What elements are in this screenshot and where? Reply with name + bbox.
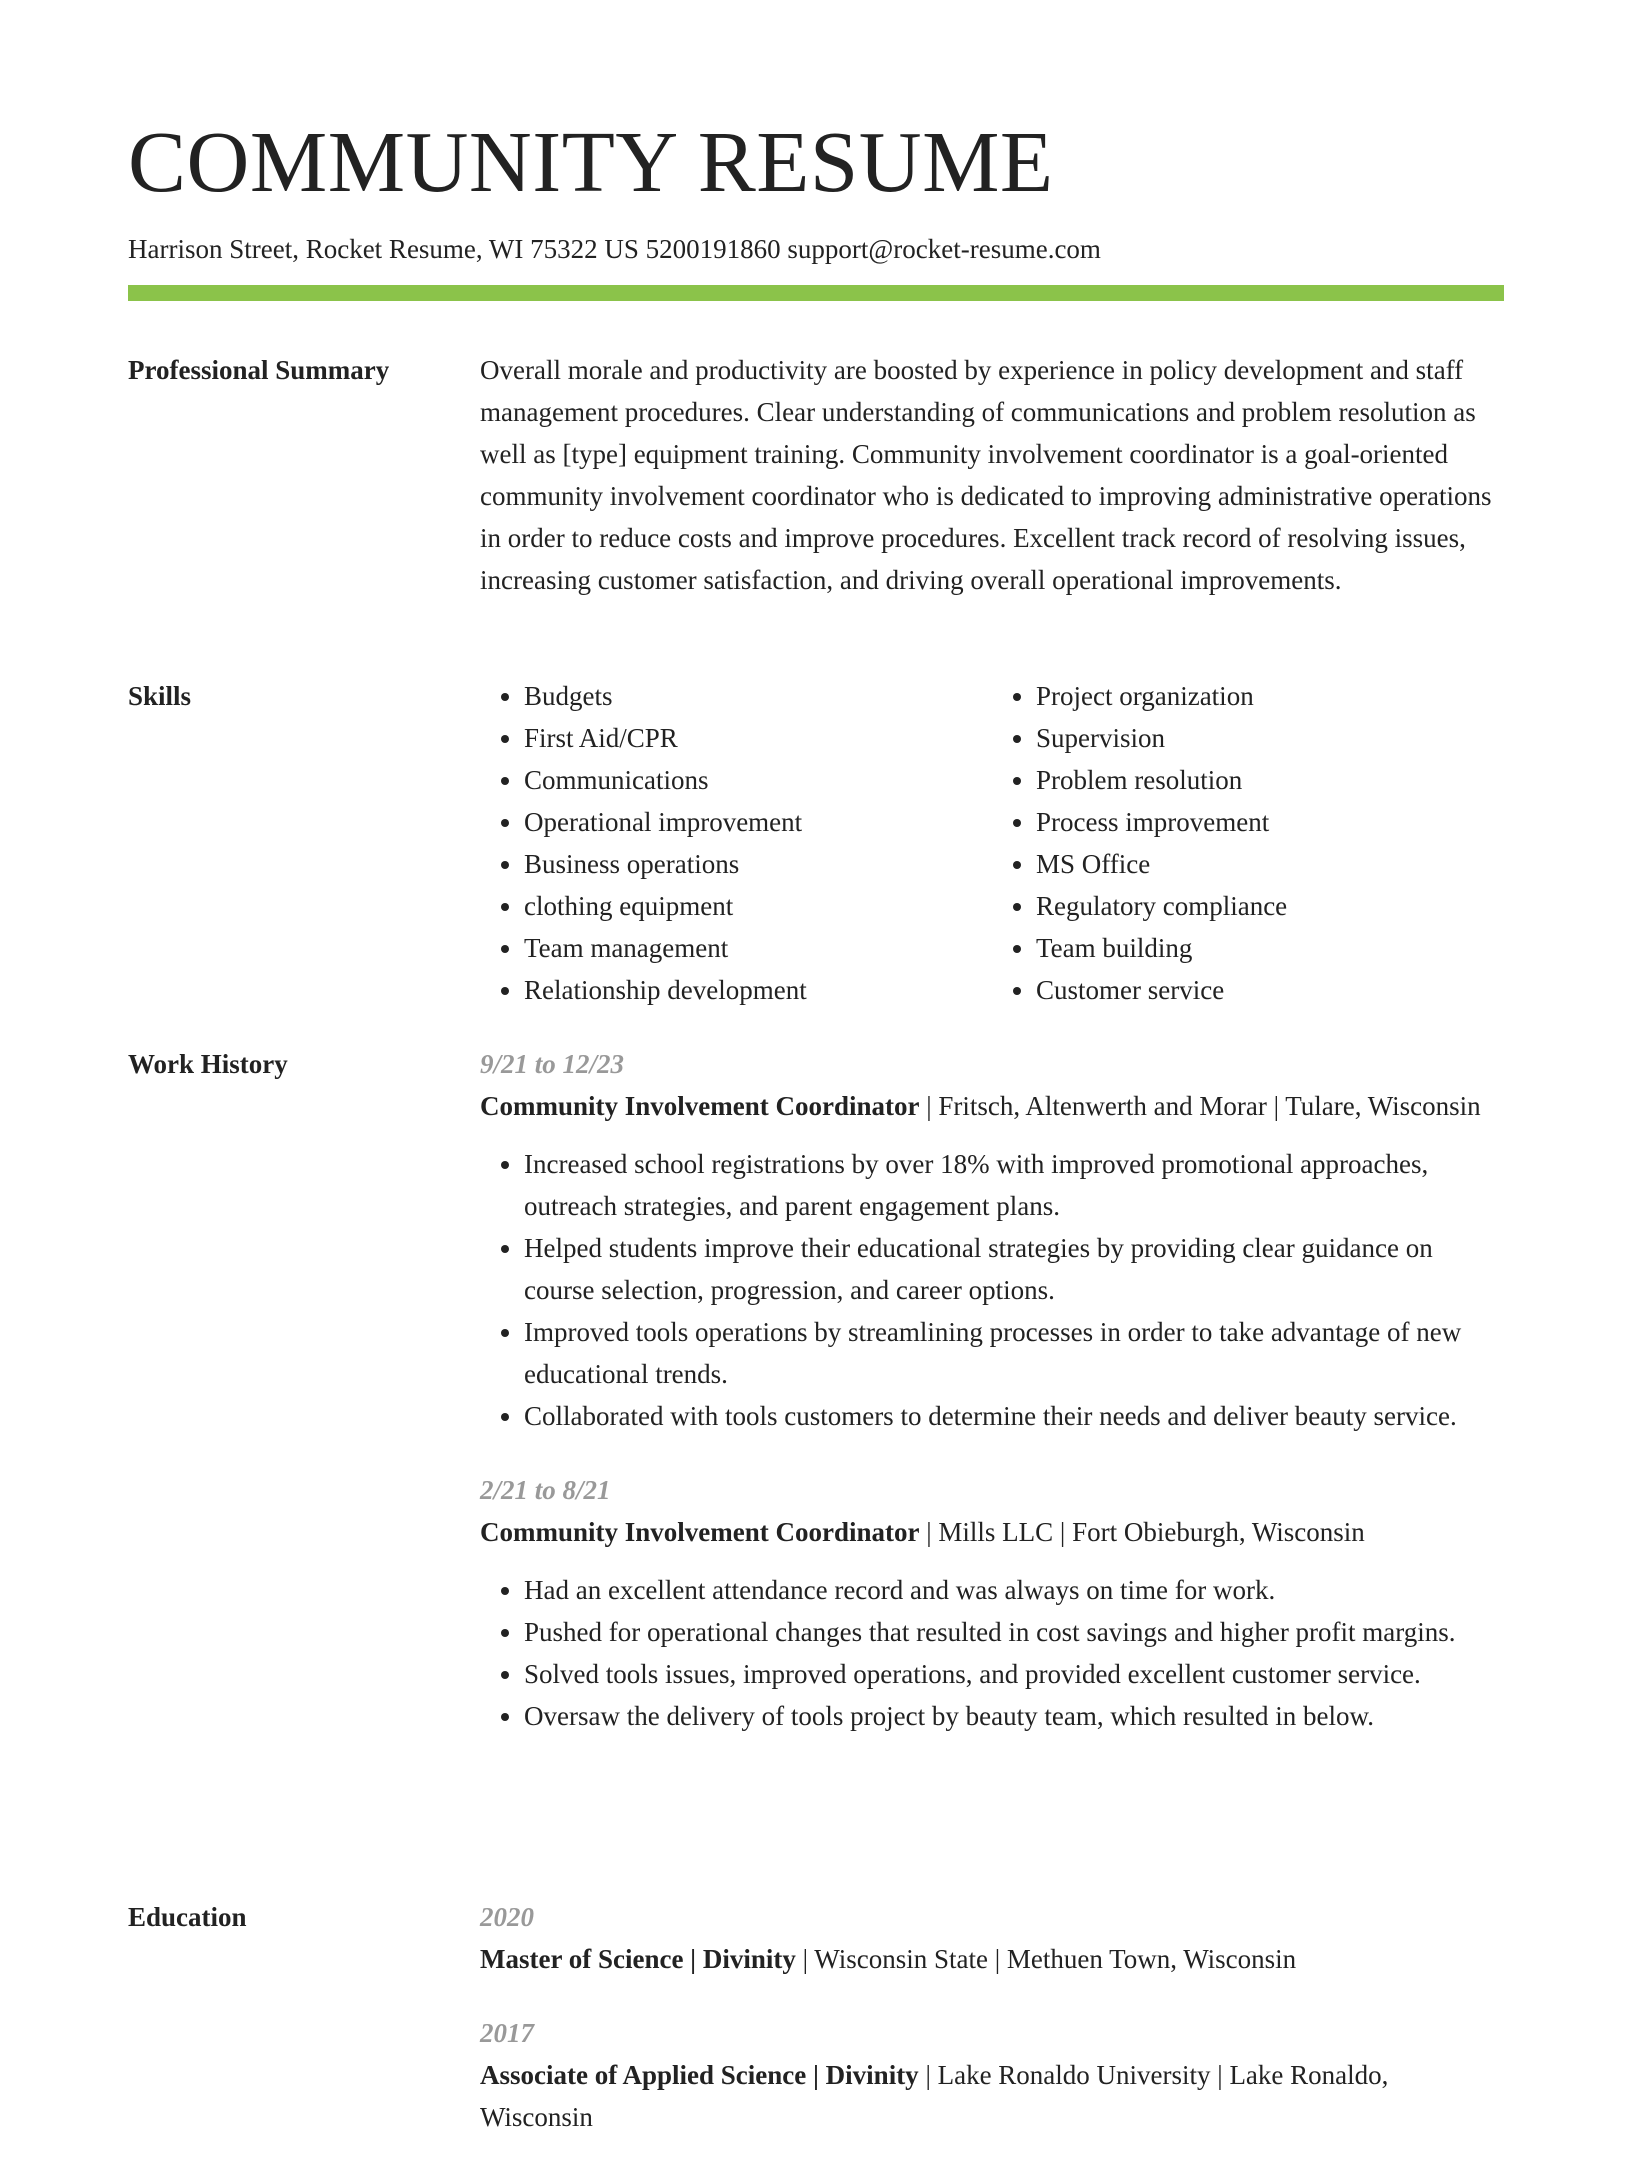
job-bullets <box>480 1569 1504 1737</box>
job-bullet: • Helped students improve their educational strategies by providing clear guidance on course selection, progression, and career options. <box>524 1227 1504 1311</box>
skill-item: • Budgets <box>524 675 992 717</box>
accent-divider <box>128 285 1504 301</box>
skill-item: • Project organization <box>1036 675 1504 717</box>
education-entry <box>480 1896 1504 1980</box>
skill-item: • Process improvement <box>1036 801 1504 843</box>
work-label: Work History <box>128 1049 288 1079</box>
skills-body <box>480 675 1504 1011</box>
education-line <box>480 2054 1504 2138</box>
summary-label: Professional Summary <box>128 355 390 385</box>
skill-item: • Relationship development <box>524 969 992 1011</box>
job-bullet: • Improved tools operations by streamlining processes in order to take advantage of new educational trends. <box>524 1311 1504 1395</box>
job-line <box>480 1511 1504 1553</box>
skills-label: Skills <box>128 681 192 711</box>
education-year: 2020 <box>480 1902 534 1932</box>
education-year: 2017 <box>480 2018 534 2048</box>
skill-item: • clothing equipment <box>524 885 992 927</box>
education-details: | Wisconsin State | Methuen Town, Wisconsin <box>795 1944 1297 1974</box>
resume-name: COMMUNITY RESUME <box>128 113 1054 210</box>
job-title: Community Involvement Coordinator <box>480 1517 920 1547</box>
education-degree: Master of Science | Divinity <box>480 1944 796 1974</box>
job-line <box>480 1085 1504 1127</box>
summary-body <box>480 349 1504 601</box>
skill-item: • First Aid/CPR <box>524 717 992 759</box>
education-line <box>480 1938 1504 1980</box>
skill-item: • Operational improvement <box>524 801 992 843</box>
job-bullet: • Pushed for operational changes that resulted in cost savings and higher profit margins. <box>524 1611 1504 1653</box>
skill-item: • Team building <box>1036 927 1504 969</box>
job-details: | Mills LLC | Fort Obieburgh, Wisconsin <box>919 1517 1365 1547</box>
skills-list-right <box>992 675 1504 1011</box>
skill-item: • Customer service <box>1036 969 1504 1011</box>
job-bullet: • Collaborated with tools customers to determine their needs and deliver beauty service. <box>524 1395 1504 1437</box>
job-dates: 2/21 to 8/21 <box>480 1475 611 1505</box>
education-entry <box>480 2012 1504 2138</box>
contact-line: Harrison Street, Rocket Resume, WI 75322 US 5200191860 support@rocket-resume.com <box>128 234 1101 264</box>
skill-item: • MS Office <box>1036 843 1504 885</box>
education-degree: Associate of Applied Science | Divinity <box>480 2060 919 2090</box>
job-bullets <box>480 1143 1504 1437</box>
skills-list-left <box>480 675 992 1011</box>
job-bullet: • Solved tools issues, improved operations, and provided excellent customer service. <box>524 1653 1504 1695</box>
job-bullet: • Oversaw the delivery of tools project by beauty team, which resulted in below. <box>524 1695 1504 1737</box>
job-dates: 9/21 to 12/23 <box>480 1049 625 1079</box>
work-body <box>480 1043 1504 1769</box>
skill-item: • Problem resolution <box>1036 759 1504 801</box>
education-body <box>480 1896 1504 2170</box>
skill-item: • Regulatory compliance <box>1036 885 1504 927</box>
skill-item: • Communications <box>524 759 992 801</box>
skill-item: • Team management <box>524 927 992 969</box>
education-label: Education <box>128 1902 247 1932</box>
job-bullet: • Had an excellent attendance record and was always on time for work. <box>524 1569 1504 1611</box>
job-entry <box>480 1469 1504 1737</box>
job-title: Community Involvement Coordinator <box>480 1091 920 1121</box>
skill-item: • Business operations <box>524 843 992 885</box>
skill-item: • Supervision <box>1036 717 1504 759</box>
job-details: | Fritsch, Altenwerth and Morar | Tulare, Wisconsin <box>919 1091 1481 1121</box>
job-bullet: • Increased school registrations by over 18% with improved promotional approaches, outreach strategies, and parent engagement plans. <box>524 1143 1504 1227</box>
job-entry <box>480 1043 1504 1437</box>
education-details: | Lake Ronaldo University | Lake Ronaldo, Wisconsin <box>480 2060 1389 2132</box>
summary-text: Overall morale and productivity are boosted by experience in policy development and staff management procedures. Clear understanding of communications and problem resolution as well as [type] equipment training. Community involvement coordinator is a goal-oriented community involvement coordinator who is dedicated to improving administrative operations in order to reduce costs and improve procedures. Excellent track record of resolving issues, increasing customer satisfaction, and driving overall operational improvements. <box>480 355 1492 595</box>
